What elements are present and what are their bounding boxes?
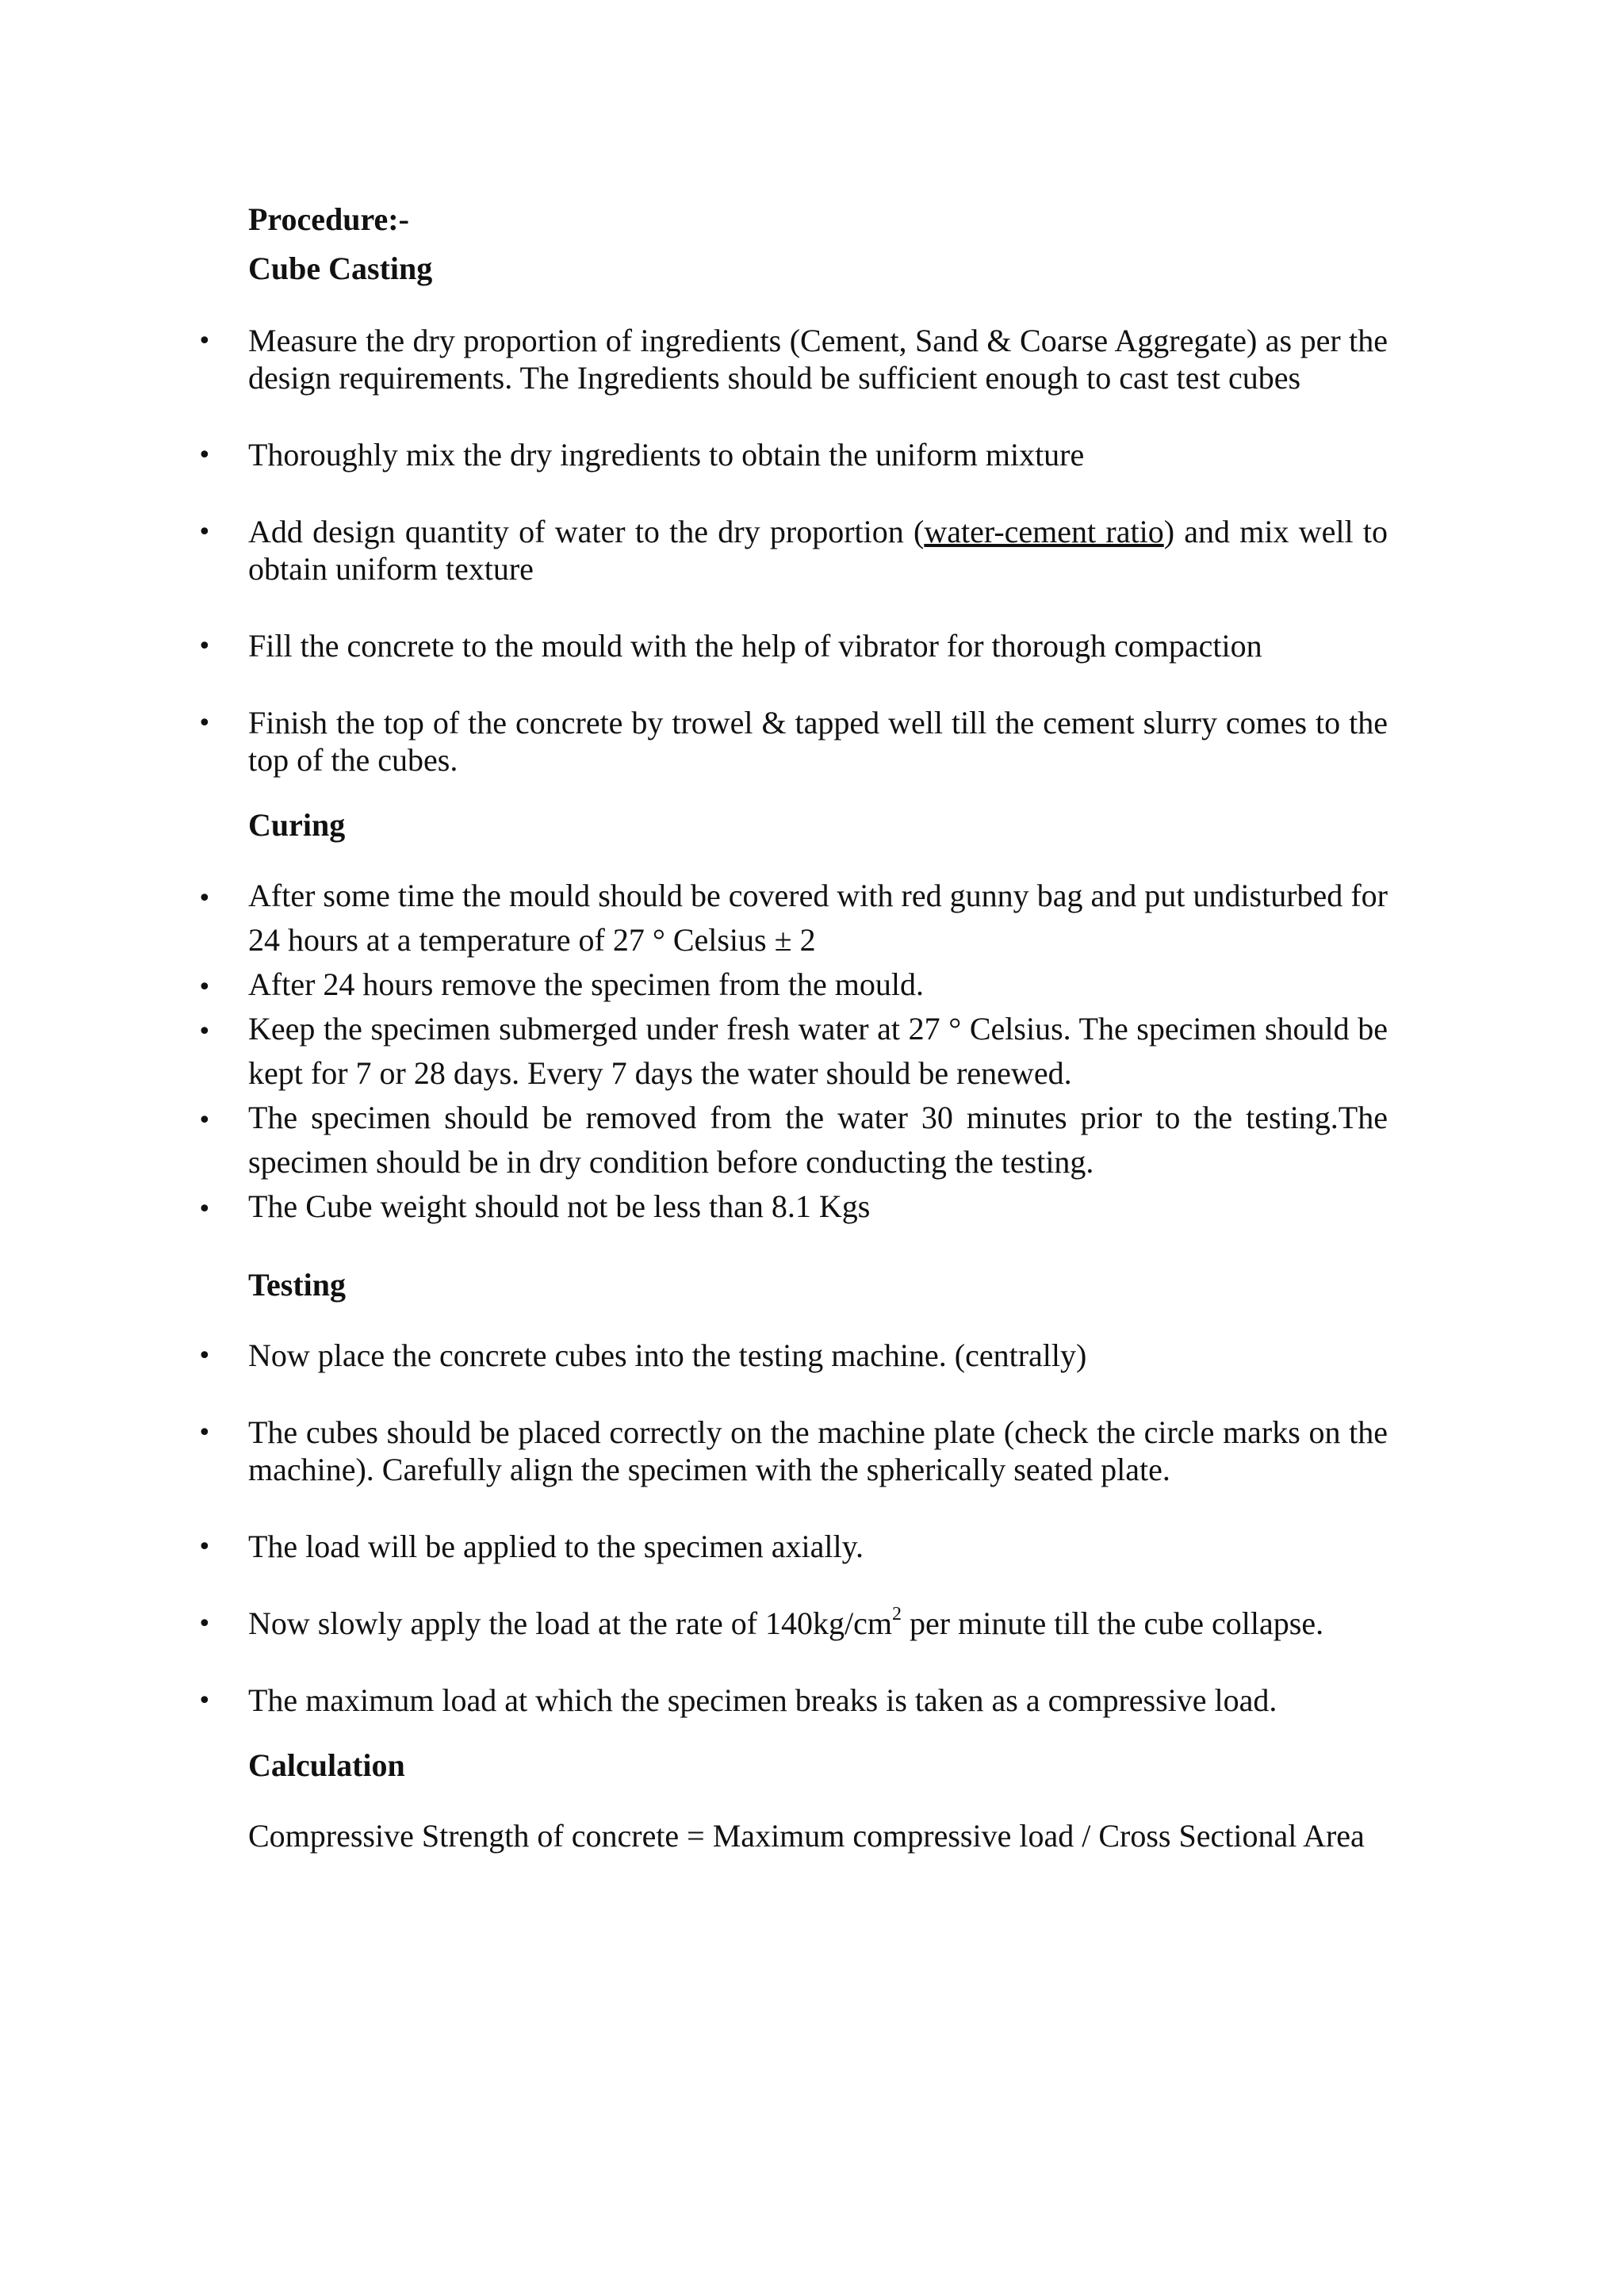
list-item: • After 24 hours remove the specimen from the mould. xyxy=(248,962,1388,1007)
list-item xyxy=(248,1605,1388,1642)
cube-casting-list xyxy=(248,322,1388,779)
list-item: • The load will be applied to the specimen axially. xyxy=(248,1528,1388,1565)
list-item: • The Cube weight should not be less than 8.1 Kgs xyxy=(248,1184,1388,1229)
list-item-text: Now slowly apply the load at the rate of 140kg/cm xyxy=(248,1605,893,1641)
list-item-text: per minute till the cube collapse. xyxy=(902,1605,1324,1641)
document-content xyxy=(248,195,1388,1854)
list-item: • The specimen should be removed from the water 30 minutes prior to the testing.The specimen should be in dry condition before conducting the testing. xyxy=(248,1096,1388,1184)
calculation-formula: Compressive Strength of concrete = Maximum compressive load / Cross Sectional Area xyxy=(248,1818,1365,1854)
list-item: • Thoroughly mix the dry ingredients to obtain the uniform mixture xyxy=(248,436,1388,473)
list-item: • After some time the mould should be covered with red gunny bag and put undisturbed for 24 hours at a temperature of 27 ° Celsius ± 2 xyxy=(248,874,1388,962)
list-item: • Measure the dry proportion of ingredients (Cement, Sand & Coarse Aggregate) as per the design requirements. The Ingredients should be sufficient enough to cast test cubes xyxy=(248,322,1388,396)
heading-calculation: Calculation xyxy=(248,1747,405,1783)
list-item: • Finish the top of the concrete by trowel & tapped well till the cement slurry comes to the top of the cubes. xyxy=(248,704,1388,779)
list-item-text: Add design quantity of water to the dry proportion ( xyxy=(248,514,925,549)
superscript: 2 xyxy=(892,1604,902,1624)
list-item: • Now place the concrete cubes into the testing machine. (centrally) xyxy=(248,1337,1388,1374)
list-item: • Keep the specimen submerged under fresh water at 27 ° Celsius. The specimen should be kept for 7 or 28 days. Every 7 days the water should be renewed. xyxy=(248,1007,1388,1096)
list-item-text: ) and mix well to obtain uniform texture xyxy=(248,514,1388,587)
list-item xyxy=(248,513,1388,587)
list-item: • The cubes should be placed correctly on the machine plate (check the circle marks on the machine). Carefully align the specimen with the spherically seated plate. xyxy=(248,1414,1388,1488)
heading-testing: Testing xyxy=(248,1267,347,1303)
testing-list xyxy=(248,1337,1388,1719)
water-cement-ratio-link[interactable]: water-cement ratio xyxy=(924,514,1164,549)
curing-list xyxy=(248,874,1388,1229)
list-item: • The maximum load at which the specimen breaks is taken as a compressive load. xyxy=(248,1682,1388,1719)
heading-procedure: Procedure:- xyxy=(248,201,409,237)
list-item: • Fill the concrete to the mould with the help of vibrator for thorough compaction xyxy=(248,627,1388,664)
heading-curing: Curing xyxy=(248,807,346,843)
heading-cube-casting: Cube Casting xyxy=(248,251,433,286)
